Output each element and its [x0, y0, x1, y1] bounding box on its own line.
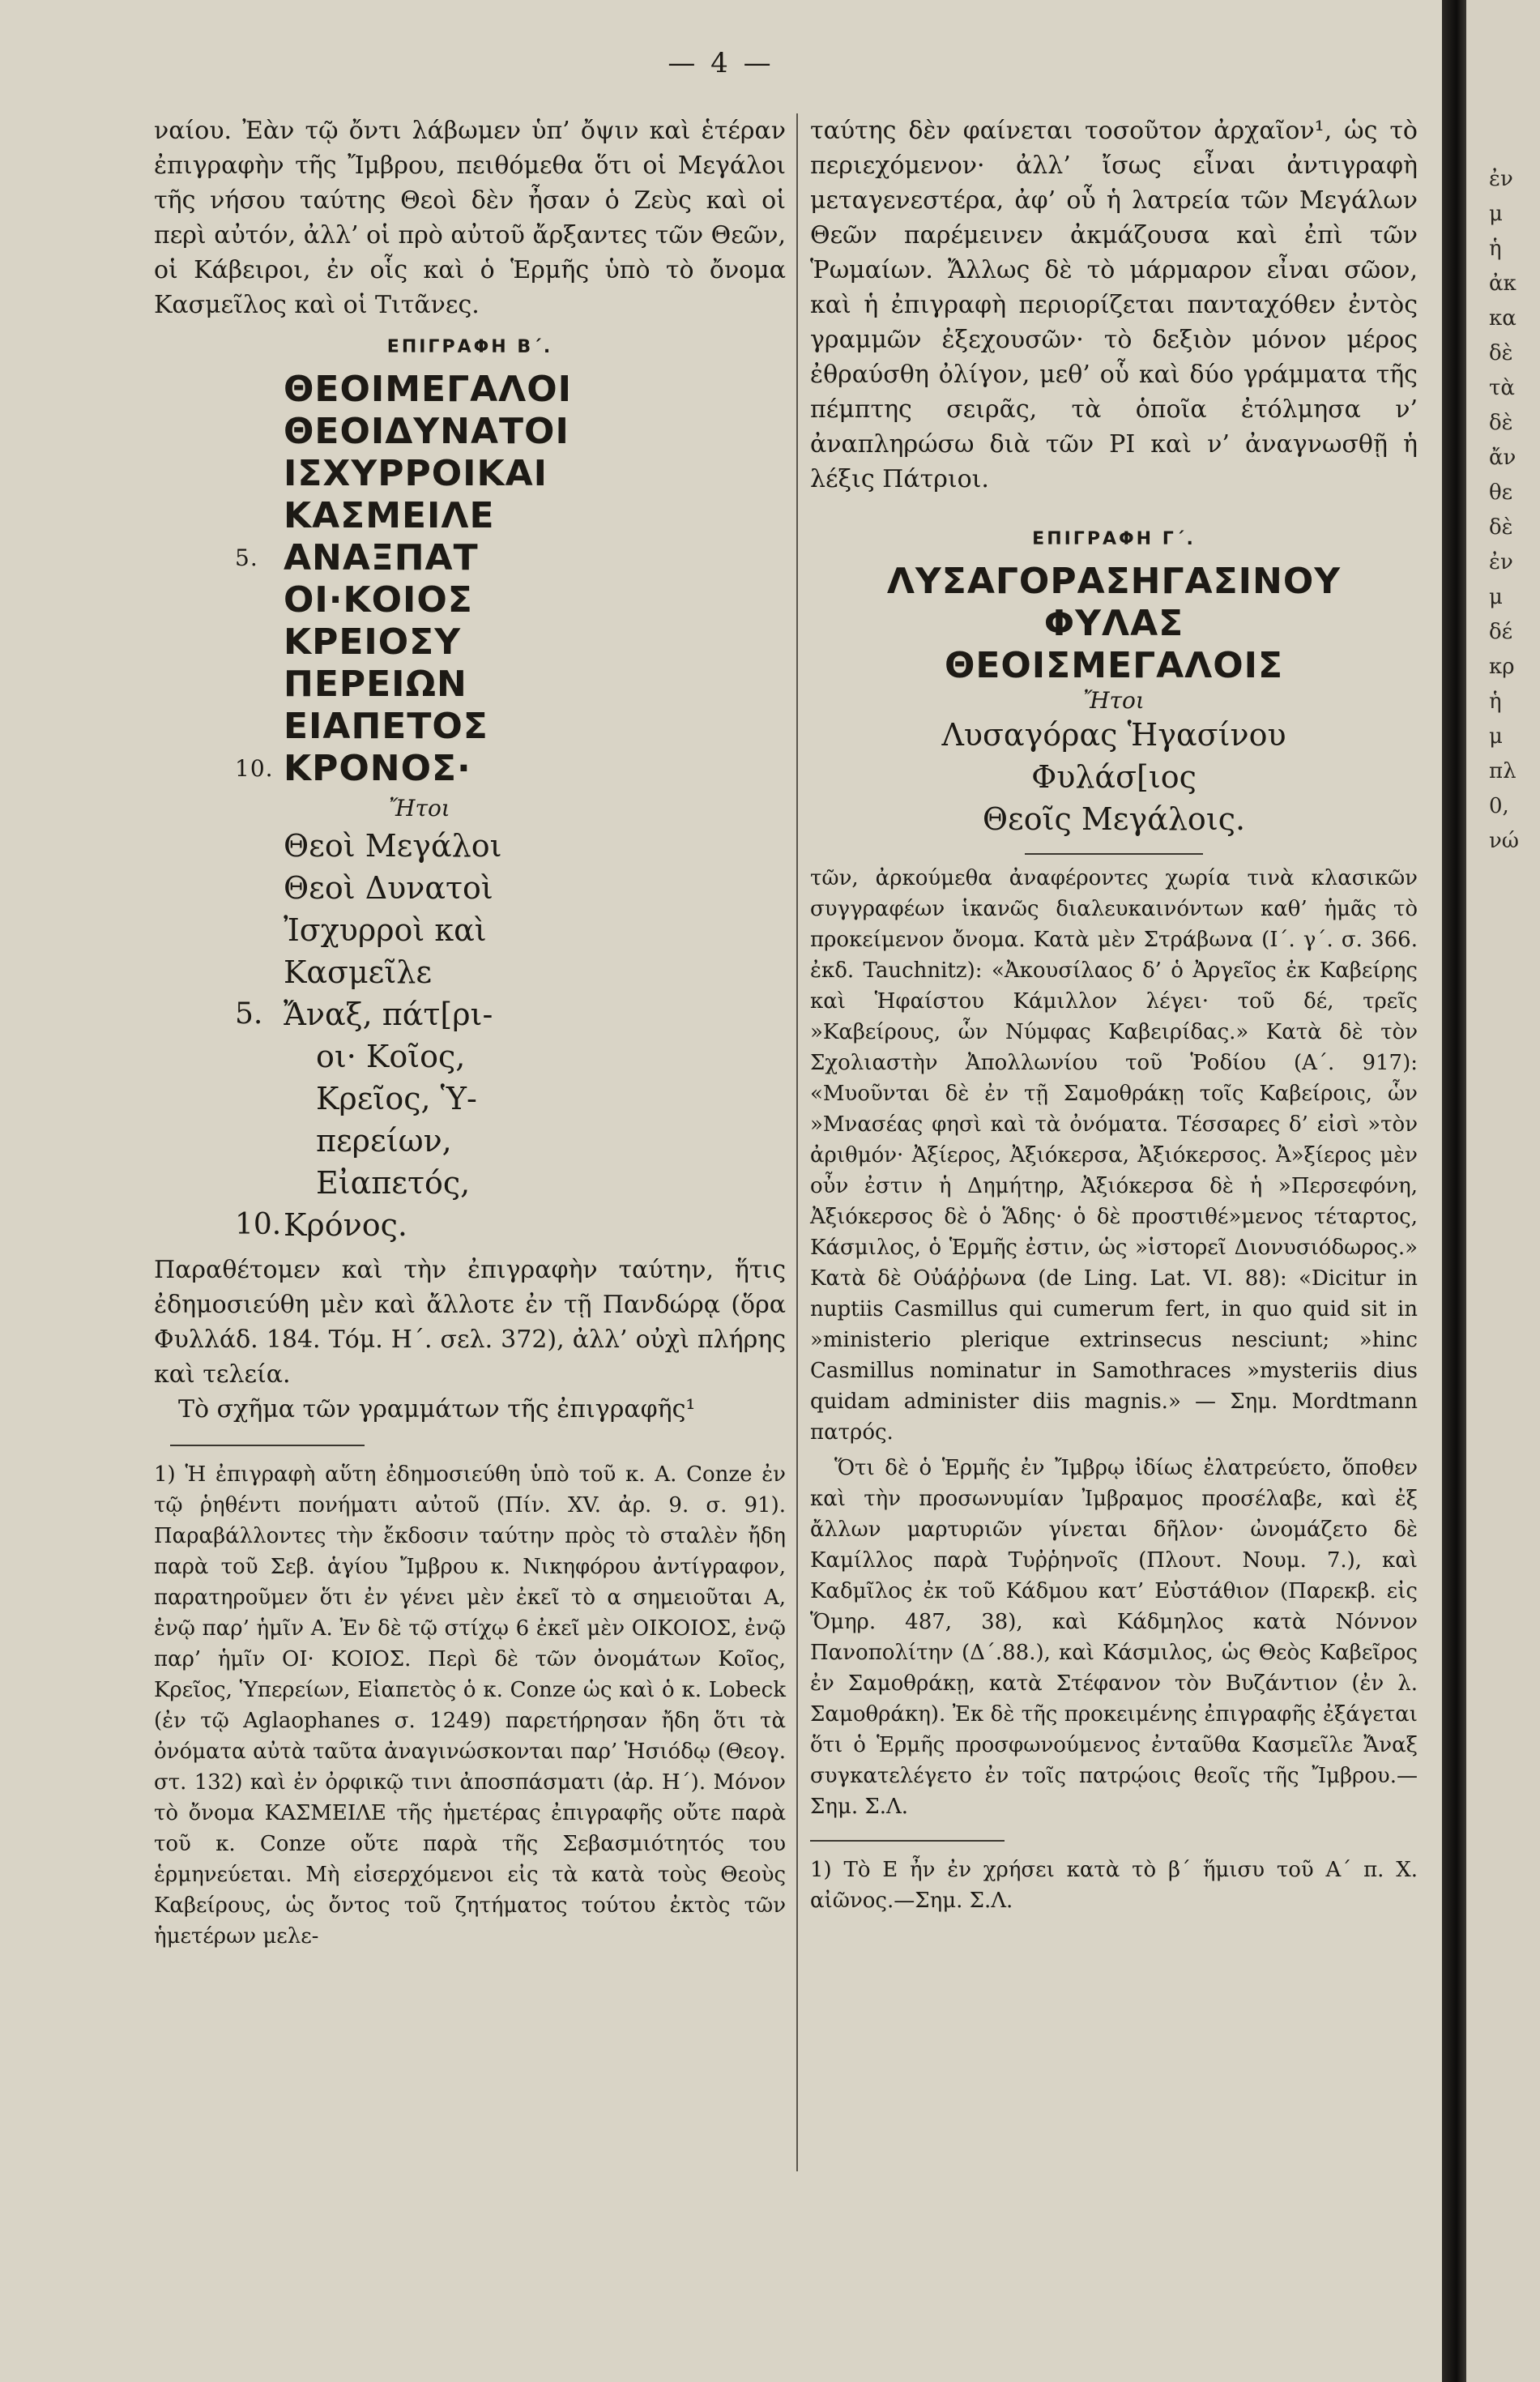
right-paragraph-2: τῶν, ἀρκούμεθα ἀναφέροντες χωρία τινὰ κλασικῶν συγγραφέων ἱκανῶς διαλευκαινόντων καθ’ ἡμᾶς τὸ προκείμενον ὄνομα. Κατὰ μὲν Στράβωνα (Ι΄. γ΄. σ. 366. ἐκδ. Tauchnitz): «Ἀκουσίλαος δ’ ὁ Ἀργεῖος ἐκ Καβείρης καὶ Ἡφαίστου Κάμιλλον λέγει· τοῦ δέ, τρεῖς »Καβείρους, ὧν Νύμφας Καβειρίδας.» Κατὰ δὲ τὸν Σχολιαστὴν Ἀπολλωνίου τοῦ Ῥοδίου (Α΄. 917): «Μυοῦνται δὲ ἐν τῇ Σαμοθράκῃ τοῖς Καβείροις, ὧν »Μνασέας φησὶ καὶ τὰ ὀνόματα. Τέσσαρες δ’ εἰσὶ »τὸν ἀριθμόν· Ἀξίερος, Ἀξιόκερσα, Ἀξιόκερσος. Ἀ»ξίερος μὲν οὖν ἐστιν ἡ Δημήτηρ, Ἀξιόκερσα δὲ ἡ »Περσεφόνη, Ἀξιόκερσος δὲ ὁ Ἅδης· ὁ δὲ προστιθέ»μενος τέταρτος, Κάσμιλος, ὁ Ἑρμῆς ἐστιν, ὡς »ἱστορεῖ Διονυσιόδωρος.» Κατὰ δὲ Οὐάῤῥωνα (de Ling. Lat. VI. 88): «Dicitur in nuptiis Casmillus qui cumerum fert, in quo quid sit in »ministerio plerique extrinsecus nesciunt; »hinc Casmillus nominatur in Samothraces »mysteriis dius quidam administer diis magnis.» — Σημ. Mordtmann πατρός.	[810, 866, 1418, 1445]
right-paragraph-3: Ὅτι δὲ ὁ Ἑρμῆς ἐν Ἴμβρῳ ἰδίως ἐλατρεύετο, ὅποθεν καὶ τὴν προσωνυμίαν Ἰμβραμος προσέλαβε, καὶ ἐξ ἄλλων μαρτυριῶν γίνεται δῆλον· ὠνομάζετο δὲ Καμίλλος παρὰ Τυῤῥηνοῖς (Πλουτ. Νουμ. 7.), καὶ Καδμῖλος ἐκ τοῦ Κάδμου κατ’ Εὐστάθιον (Παρεκβ. εἰς Ὅμηρ. 487, 38), καὶ Κάδμηλος κατὰ Νόννον Πανοπολίτην (Δ΄.88.), καὶ Κάσμιλος, ὡς Θεὸς Καβεῖρος ἐν Σαμοθράκῃ, κατὰ Στέφανον τὸν Βυζάντιον (ἐν λ. Σαμοθράκη). Ἐκ δὲ τῆς προκειμένης ἐπιγραφῆς ἐξάγεται ὅτι ὁ Ἑρμῆς προσφωνούμενος ἐνταῦθα Κασμεῖλε Ἄναξ συγκατελέγετο ἐν τοῖς πατρῴοις θεοῖς τῆς Ἴμβρου.— Σημ. Σ.Λ.	[810, 1456, 1418, 1819]
itoi-label: Ἤτοι	[389, 795, 450, 822]
transcription-line: Κασμεῖλε	[284, 954, 433, 990]
inscription-line: ΙΣΧΥΡΡΟΙΚΑΙ	[284, 453, 548, 494]
next-page-fragment: πλ	[1489, 759, 1517, 783]
next-page-fragment: νώ	[1489, 829, 1520, 853]
transcription-line-5	[235, 993, 786, 1035]
transcription-line: Ἰσχυρροὶ καὶ	[284, 912, 487, 948]
transcription-text: Ἄναξ, πάτ[ρι-	[284, 997, 493, 1032]
inscription-b-transcription	[235, 825, 786, 1246]
inscription-c-block	[810, 561, 1418, 840]
left-paragraph-1: ναίου. Ἐὰν τῷ ὄντι λάβωμεν ὑπ’ ὄψιν καὶ ἑτέραν ἐπιγραφὴν τῆς Ἴμβρου, πειθόμεθα ὅτι οἱ Μεγάλοι τῆς νήσου ταύτης Θεοὶ δὲν ἦσαν ὁ Ζεὺς καὶ οἱ περὶ αὐτόν, ἀλλ’ οἱ πρὸ αὐτοῦ ἄρξαντες τῶν Θεῶν, οἱ Κάβειροι, ἐν οἷς καὶ ὁ Ἑρμῆς ὑπὸ τὸ ὄνομα Κασμεῖλος καὶ οἱ Τιτᾶνες.	[154, 117, 786, 319]
left-footnote: 1) Ἡ ἐπιγραφὴ αὕτη ἐδημοσιεύθη ὑπὸ τοῦ κ. A. Conze ἐν τῷ ῥηθέντι πονήματι αὐτοῦ (Πίν. XV. ἀρ. 9. σ. 91). Παραβάλλοντες τὴν ἔκδοσιν ταύτην πρὸς τὸ σταλὲν ἤδη παρὰ τοῦ Σεβ. ἁγίου Ἴμβρου κ. Νικηφόρου ἀντίγραφον, παρατηροῦμεν ὅτι ἐν γένει μὲν ἐκεῖ τὸ α σημειοῦται Α, ἐνῷ παρ’ ἡμῖν Α. Ἐν δὲ τῷ στίχῳ 6 ἐκεῖ μὲν ΟΙΚΟΙΟΣ, ἐνῷ παρ’ ἡμῖν ΟΙ· ΚΟΙΟΣ. Περὶ δὲ τῶν ὀνομάτων Κοῖος, Κρεῖος, Ὑπερείων, Εἰαπετὸς ὁ κ. Conze ὡς καὶ ὁ κ. Lobeck (ἐν τῷ Aglaophanes σ. 1249) παρετήρησαν ἤδη ὅτι τὰ ὀνόματα αὐτὰ ταῦτα ἀναγινώσκονται παρ’ Ἡσιόδῳ (Θεογ. στ. 132) καὶ ἐν ὀρφικῷ τινι ἀποσπάσματι (ἀρ. Η΄). Μόνον τὸ ὄνομα ΚΑΣΜΕΙΛΕ τῆς ἡμετέρας ἐπιγραφῆς οὔτε παρὰ τοῦ κ. Conze οὔτε παρὰ τῆς Σεβασμιότητός του ἑρμηνεύεται. Μὴ εἰσερχόμενοι εἰς τὰ κατὰ τοὺς Θεοὺς Καβείρους, ὡς ὄντος τοῦ ζητήματος τούτου ἐκτὸς τῶν ἡμετέρων μελε-	[154, 1462, 786, 1949]
next-page-fragment: ἐν	[1489, 167, 1513, 191]
inscription-line: ΦΥΛΑΣ	[1043, 603, 1184, 644]
next-page-fragment: δὲ	[1489, 411, 1513, 435]
next-page-fragment: ἐν	[1489, 550, 1513, 574]
right-column	[810, 113, 1418, 1916]
next-page-fragment: δέ	[1489, 620, 1513, 644]
inscription-line: ΠΕΡΕΙΩΝ	[284, 664, 467, 705]
column-divider	[796, 113, 798, 2171]
transcription-text: Κρόνος.	[284, 1207, 407, 1243]
footnote-divider	[810, 1840, 1005, 1842]
inscription-line: ΛΥΣΑΓΟΡΑΣΗΓΑΣΙΝΟΥ	[886, 561, 1342, 602]
inscription-text: ΑΝΑΞΠΑΤ	[284, 537, 479, 578]
left-paragraph-3: Τὸ σχῆμα τῶν γραμμάτων τῆς ἐπιγραφῆς¹	[178, 1395, 696, 1424]
next-page-fragment: τὰ	[1489, 376, 1515, 400]
inscription-line: ΚΡΕΙΟΣΥ	[284, 621, 462, 663]
line-number: 5.	[235, 997, 263, 1031]
footnote-divider	[170, 1445, 365, 1446]
inscription-line: ΟΙ·ΚΟΙΟΣ	[284, 579, 473, 621]
page-number: — 4 —	[668, 47, 774, 79]
inscription-c-heading: ΕΠΙΓΡΑΦΗ Γ΄.	[1032, 529, 1196, 549]
next-page-fragment: 0,	[1489, 794, 1509, 818]
section-divider	[1025, 853, 1203, 855]
inscription-line: ΘΕΟΙΔΥΝΑΤΟΙ	[284, 411, 570, 452]
line-number: 5.	[235, 544, 258, 571]
transcription-line: Θεοῖς Μεγάλοις.	[982, 801, 1246, 837]
inscription-line-5	[235, 537, 786, 579]
inscription-text: ΚΡΟΝΟΣ·	[284, 748, 471, 789]
itoi-label: Ἤτοι	[1083, 687, 1145, 714]
book-spine-shadow	[1442, 0, 1466, 2382]
inscription-line: ΚΑΣΜΕΙΛΕ	[284, 495, 495, 536]
inscription-b-heading: ΕΠΙΓΡΑΦΗ Β΄.	[386, 337, 553, 357]
inscription-line: ΕΙΑΠΕΤΟΣ	[284, 706, 488, 747]
transcription-line: οι· Κοῖος,	[316, 1039, 466, 1074]
inscription-b-capitals	[235, 369, 786, 1246]
transcription-line: περείων,	[316, 1123, 452, 1159]
next-page-fragment: ἄν	[1489, 446, 1517, 470]
right-footnote: 1) Τὸ Ε ἦν ἐν χρήσει κατὰ τὸ β΄ ἥμισυ τοῦ Α΄ π. Χ. αἰῶνος.—Σημ. Σ.Λ.	[810, 1858, 1418, 1913]
next-page-fragment: δὲ	[1489, 515, 1513, 540]
transcription-line: Θεοὶ Μεγάλοι	[284, 828, 502, 864]
next-page-fragment: ἡ	[1489, 237, 1502, 261]
inscription-c-transcription	[810, 714, 1418, 840]
transcription-line: Εἰαπετός,	[316, 1165, 471, 1201]
next-page-fragment: θε	[1489, 480, 1513, 505]
next-page-fragment: ἡ	[1489, 689, 1502, 714]
next-page-fragment: ἀκ	[1489, 271, 1517, 296]
inscription-line: ΘΕΟΙΣΜΕΓΑΛΟΙΣ	[944, 645, 1284, 686]
transcription-line: Φυλάσ[ιος	[1031, 759, 1197, 795]
transcription-line-10	[235, 1204, 786, 1246]
next-page-fragment: μ	[1489, 724, 1503, 749]
line-number: 10.	[235, 1208, 282, 1241]
next-page-fragment: μ	[1489, 202, 1503, 226]
next-page-fragment: δὲ	[1489, 341, 1513, 365]
inscription-line-10	[235, 748, 786, 790]
left-paragraph-2: Παραθέτομεν καὶ τὴν ἐπιγραφὴν ταύτην, ἥτις ἐδημοσιεύθη μὲν καὶ ἄλλοτε ἐν τῇ Πανδώρᾳ (ὅρα Φυλλάδ. 184. Τόμ. Η΄. σελ. 372), ἀλλ’ οὐχὶ πλήρης καὶ τελεία.	[154, 1256, 786, 1389]
transcription-line: Κρεῖος, Ὑ-	[316, 1081, 477, 1116]
line-number: 10.	[235, 755, 274, 782]
transcription-line: Λυσαγόρας Ἡγασίνου	[941, 717, 1286, 753]
left-column	[154, 113, 786, 1952]
transcription-line: Θεοὶ Δυνατοὶ	[284, 870, 493, 906]
next-page-fragment: κρ	[1489, 655, 1515, 679]
right-paragraph-1: ταύτης δὲν φαίνεται τοσοῦτον ἀρχαῖον¹, ὡς τὸ περιεχόμενον· ἀλλ’ ἴσως εἶναι ἀντιγραφὴ μεταγενεστέρα, ἀφ’ οὗ ἡ λατρεία τῶν Μεγάλων Θεῶν παρέμεινεν ἀκμάζουσα καὶ ἐπὶ τῶν Ῥωμαίων. Ἄλλως δὲ τὸ μάρμαρον εἶναι σῶον, καὶ ἡ ἐπιγραφὴ περιορίζεται πανταχόθεν ἐντὸς γραμμῶν ἐξεχουσῶν· τὸ δεξιὸν μόνον μέρος ἐθραύσθη ὀλίγον, μεθ’ οὗ καὶ δύο γράμματα τῆς πέμπτης σειρᾶς, τὰ ὁποῖα ἐτόλμησα ν’ ἀναπληρώσω διὰ τῶν ΡΙ καὶ ν’ ἀναγνωσθῇ ἡ λέξις Πάτριοι.	[810, 117, 1418, 493]
next-page-fragment: μ	[1489, 585, 1503, 609]
next-page-fragment: κα	[1489, 306, 1517, 331]
inscription-line: ΘΕΟΙΜΕΓΑΛΟΙ	[284, 369, 572, 410]
